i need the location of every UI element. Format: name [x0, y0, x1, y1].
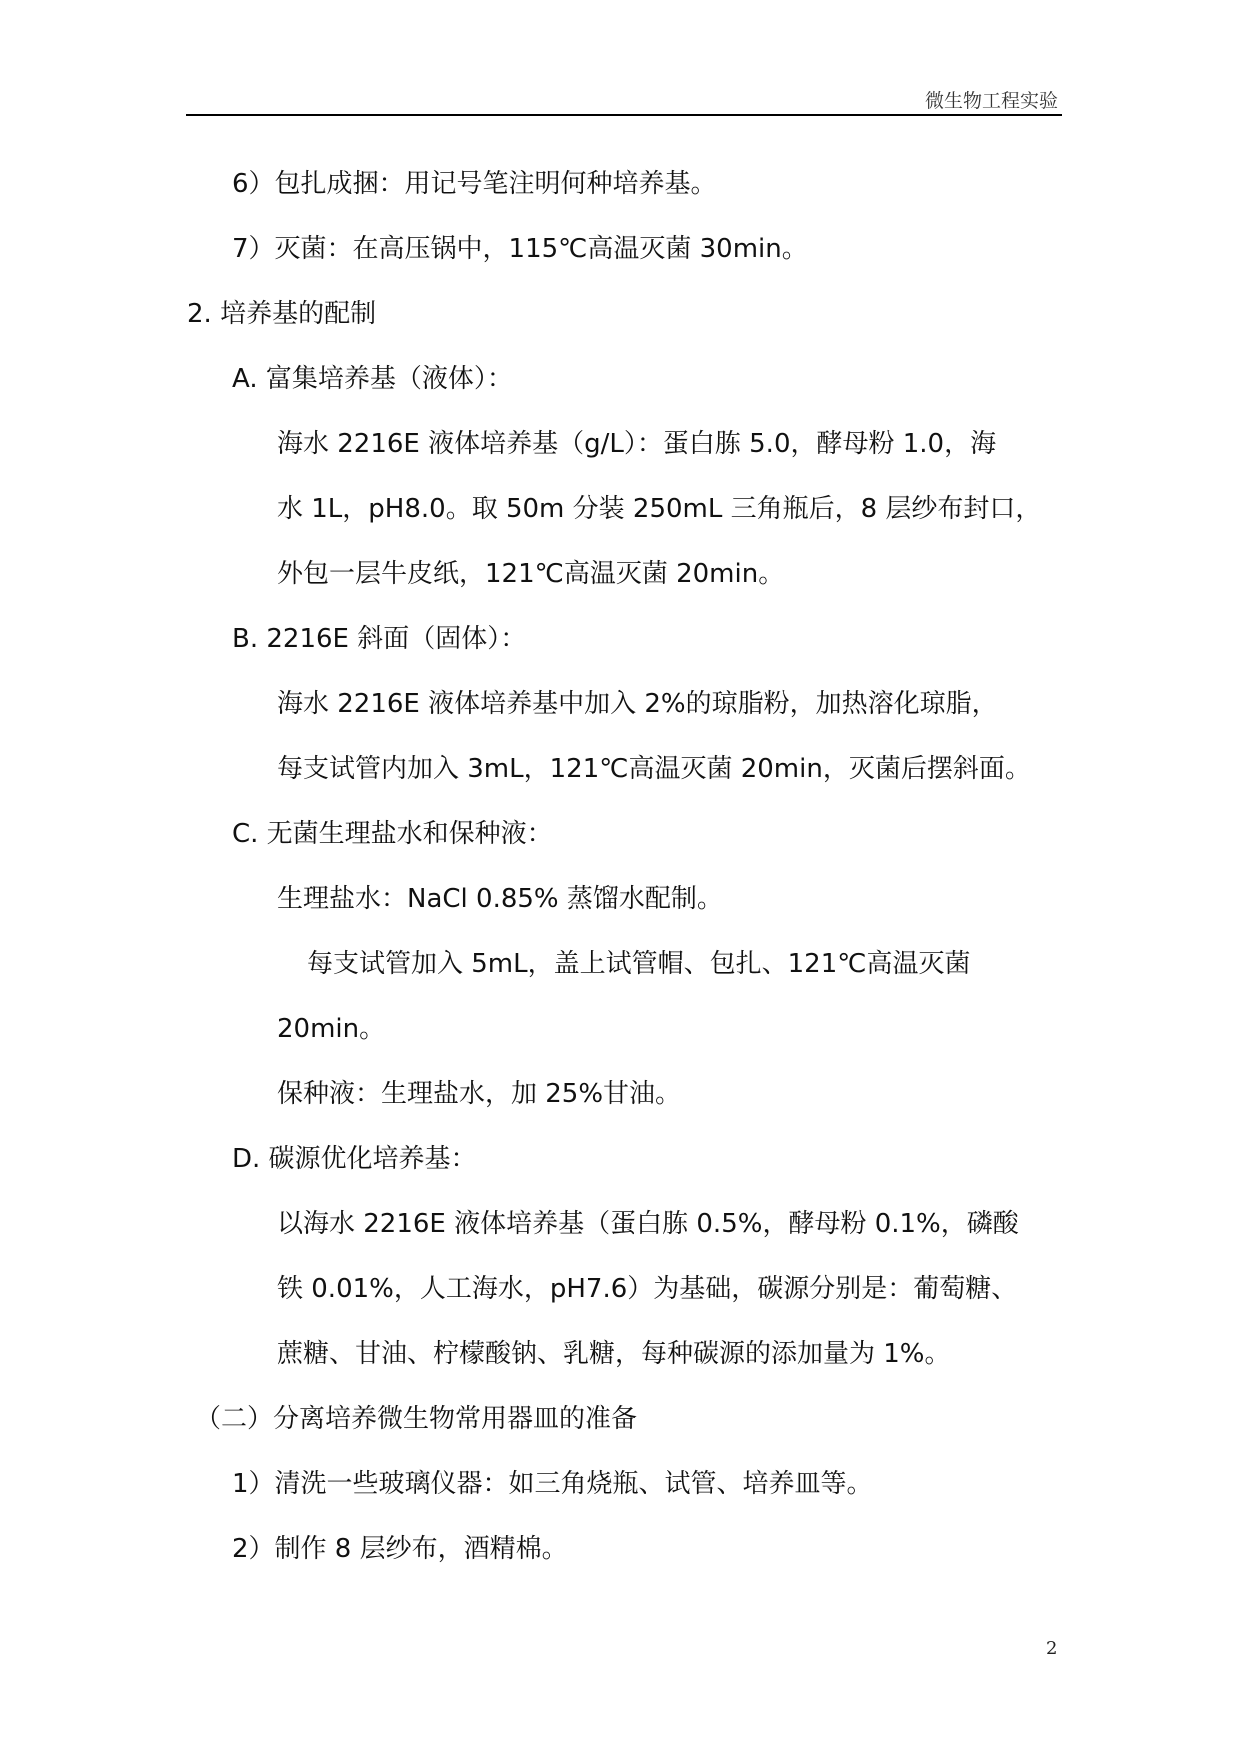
- page-number: 2: [1046, 1638, 1058, 1659]
- step-7-line: 7）灭菌：在高压锅中，115℃高温灭菌 30min。: [232, 234, 808, 264]
- step-6-line: 6）包扎成捆：用记号笔注明何种培养基。: [232, 169, 717, 199]
- item-c-text-1: 生理盐水：NaCl 0.85% 蒸馏水配制。: [277, 884, 723, 914]
- item-c-text-2: 每支试管加入 5mL，盖上试管帽、包扎、121℃高温灭菌: [307, 949, 971, 979]
- item-a-text-2: 水 1L，pH8.0。取 50m 分装 250mL 三角瓶后，8 层纱布封口，: [277, 494, 1042, 524]
- item-c-text-4: 保种液：生理盐水，加 25%甘油。: [277, 1079, 682, 1109]
- step-2-line: 2）制作 8 层纱布，酒精棉。: [232, 1534, 568, 1564]
- section-er-heading: （二）分离培养微生物常用器皿的准备: [195, 1404, 638, 1434]
- item-a-text-1: 海水 2216E 液体培养基（g/L）：蛋白胨 5.0，酵母粉 1.0，海: [277, 429, 997, 459]
- item-c-text-3: 20min。: [277, 1014, 386, 1044]
- item-a-heading: A. 富集培养基（液体）：: [232, 364, 513, 394]
- page-header: [186, 84, 1062, 116]
- item-a-text-3: 外包一层牛皮纸，121℃高温灭菌 20min。: [277, 559, 785, 589]
- item-d-text-3: 蔗糖、甘油、柠檬酸钠、乳糖，每种碳源的添加量为 1%。: [277, 1339, 951, 1369]
- step-1-line: 1）清洗一些玻璃仪器：如三角烧瓶、试管、培养皿等。: [232, 1469, 873, 1499]
- item-d-text-2: 铁 0.01%，人工海水，pH7.6）为基础，碳源分别是：葡萄糖、: [277, 1274, 1018, 1304]
- item-b-heading: B. 2216E 斜面（固体）：: [232, 624, 527, 654]
- item-c-heading: C. 无菌生理盐水和保种液：: [232, 819, 553, 849]
- item-b-text-2: 每支试管内加入 3mL，121℃高温灭菌 20min，灭菌后摆斜面。: [277, 754, 1031, 784]
- header-title: 微生物工程实验: [924, 90, 1058, 112]
- item-b-text-1: 海水 2216E 液体培养基中加入 2%的琼脂粉，加热溶化琼脂，: [277, 689, 998, 719]
- section-2-heading: 2. 培养基的配制: [187, 299, 377, 329]
- item-d-heading: D. 碳源优化培养基：: [232, 1144, 477, 1174]
- item-d-text-1: 以海水 2216E 液体培养基（蛋白胨 0.5%，酵母粉 0.1%，磷酸: [277, 1209, 1019, 1239]
